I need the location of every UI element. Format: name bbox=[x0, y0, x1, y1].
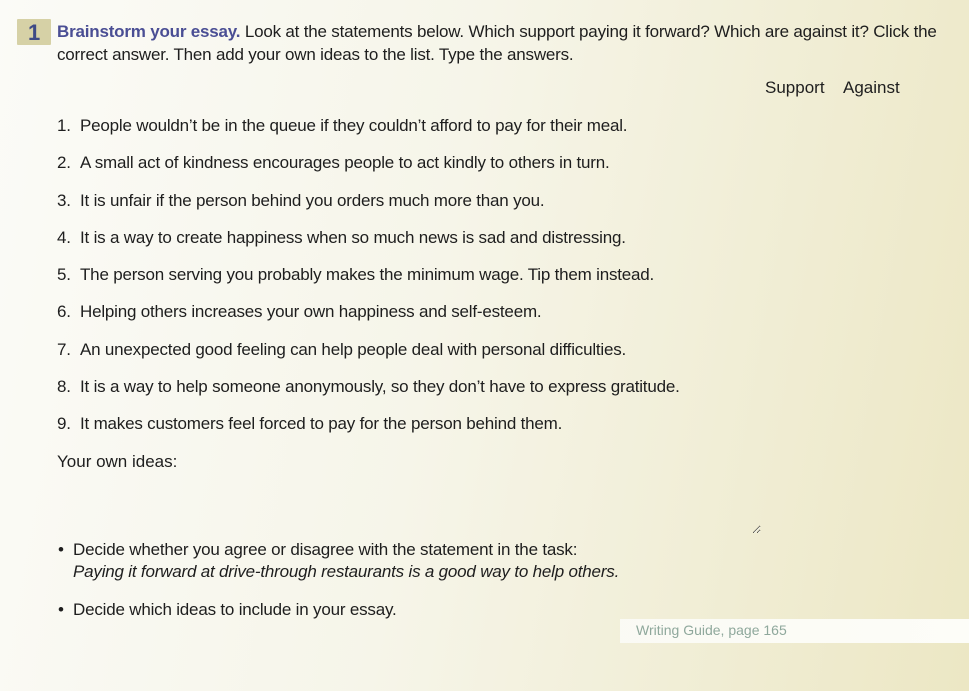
statement-number: 2. bbox=[57, 153, 71, 173]
instructions bbox=[57, 20, 937, 66]
statement-text: The person serving you probably makes the minimum wage. Tip them instead. bbox=[80, 265, 655, 284]
instructions-text: Look at the statements below. Which support paying it forward? Which are against it? Click the correct answer. Then add your own ideas to the list. Type the answers. bbox=[57, 22, 937, 64]
statement-text: It is a way to create happiness when so much news is sad and distressing. bbox=[80, 227, 626, 247]
own-ideas-label: Your own ideas: bbox=[57, 452, 178, 471]
exercise-number: 1 bbox=[28, 20, 41, 45]
statement-text: It is a way to help someone anonymously, so they don’t have to express gratitude. bbox=[80, 376, 680, 396]
statement-item[interactable] bbox=[57, 302, 680, 339]
essay-tips bbox=[57, 539, 619, 621]
bullet-icon: • bbox=[58, 600, 64, 619]
instructions-lead: Brainstorm your essay. bbox=[57, 22, 241, 41]
statement-number: 7. bbox=[57, 339, 71, 359]
statement-list bbox=[57, 116, 680, 451]
statement-item[interactable] bbox=[57, 414, 680, 451]
writing-guide-bar bbox=[620, 619, 969, 643]
statement-number: 4. bbox=[57, 227, 71, 247]
statement-item[interactable] bbox=[57, 228, 680, 265]
statement-number: 6. bbox=[57, 302, 71, 322]
against-column-header: Against bbox=[843, 78, 900, 97]
tip-item bbox=[57, 539, 619, 583]
statement-text: People wouldn’t be in the queue if they couldn’t afford to pay for their meal. bbox=[80, 116, 628, 135]
statement-text: Helping others increases your own happiness and self-esteem. bbox=[80, 302, 542, 322]
statement-text: It is unfair if the person behind you orders much more than you. bbox=[80, 190, 545, 210]
statement-number: 8. bbox=[57, 376, 71, 396]
exercise-number-badge bbox=[17, 19, 51, 45]
statement-number: 1. bbox=[57, 116, 71, 135]
statement-text: A small act of kindness encourages people to act kindly to others in turn. bbox=[80, 153, 610, 173]
task-statement-end: . bbox=[614, 562, 620, 581]
writing-guide-link[interactable]: Writing Guide, page 165 bbox=[636, 622, 787, 638]
statement-item[interactable] bbox=[57, 265, 680, 302]
statement-number: 3. bbox=[57, 190, 71, 210]
tip-item bbox=[57, 599, 619, 621]
statement-text: It makes customers feel forced to pay for the person behind them. bbox=[80, 414, 563, 433]
own-ideas-input[interactable] bbox=[57, 478, 761, 534]
statement-number: 9. bbox=[57, 414, 71, 433]
support-column-header: Support bbox=[765, 78, 825, 97]
bullet-icon: • bbox=[58, 540, 64, 559]
statement-item[interactable] bbox=[57, 116, 680, 153]
statement-text: An unexpected good feeling can help people deal with personal difficulties. bbox=[80, 339, 627, 359]
statement-item[interactable] bbox=[57, 340, 680, 377]
tip-text: Decide whether you agree or disagree with the statement in the task: bbox=[73, 540, 578, 559]
statement-item[interactable] bbox=[57, 377, 680, 414]
tip-text: Decide which ideas to include in your essay. bbox=[73, 600, 397, 619]
statement-item[interactable] bbox=[57, 191, 680, 228]
task-statement: Paying it forward at drive-through restaurants is a good way to help others bbox=[73, 562, 615, 581]
statement-number: 5. bbox=[57, 265, 71, 284]
statement-item[interactable] bbox=[57, 153, 680, 190]
